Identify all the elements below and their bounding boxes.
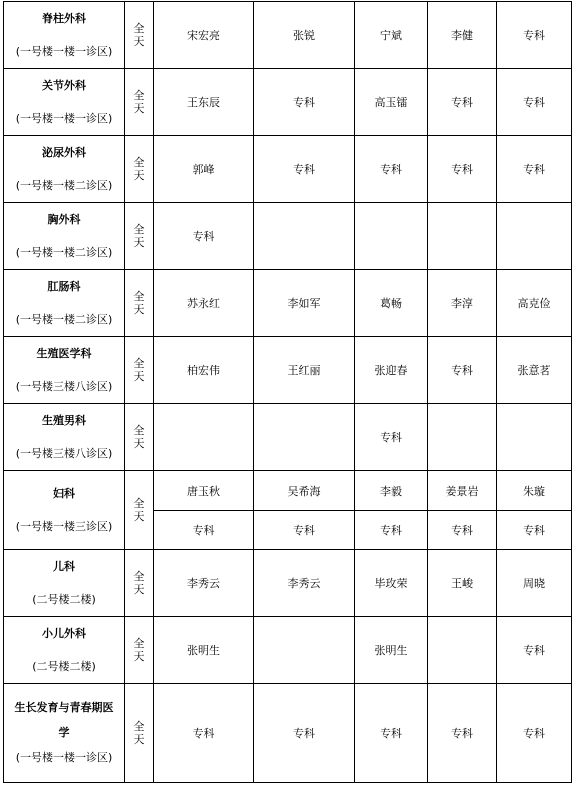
department-cell: [4, 69, 125, 136]
session-time: 全天: [133, 22, 145, 48]
department-cell: [4, 136, 125, 203]
table-row: [4, 69, 572, 136]
session-time: 全天: [133, 424, 145, 450]
doctor-cell: 张明生: [154, 617, 254, 684]
department-name: 胸外科: [47, 212, 81, 226]
doctor-cell: 吴希海: [254, 471, 355, 511]
doctor-cell: 张迎春: [355, 337, 428, 404]
department-cell: [4, 404, 125, 471]
department-location: (一号楼一楼二诊区): [15, 312, 113, 326]
doctor-cell: 专科: [497, 684, 572, 783]
session-time: 全天: [133, 637, 145, 663]
doctor-cell: 朱璇: [497, 471, 572, 511]
doctor-cell: 专科: [154, 203, 254, 270]
table-row: [4, 617, 572, 684]
doctor-cell: 专科: [497, 136, 572, 203]
department-location: (一号楼一楼三诊区): [15, 519, 113, 533]
department-name: 儿科: [53, 559, 75, 573]
doctor-cell: 专科: [497, 617, 572, 684]
department-name: 生殖医学科: [36, 346, 92, 360]
session-time-cell: [125, 404, 154, 471]
session-time: 全天: [133, 290, 145, 316]
doctor-cell: 专科: [497, 511, 572, 550]
table-row: [4, 2, 572, 69]
doctor-cell: 唐玉秋: [154, 471, 254, 511]
session-time-cell: [125, 550, 154, 617]
doctor-cell: 张意茗: [497, 337, 572, 404]
department-cell: [4, 471, 125, 550]
doctor-cell: [497, 203, 572, 270]
doctor-cell: 宁斌: [355, 2, 428, 69]
doctor-cell: [254, 404, 355, 471]
session-time-cell: [125, 471, 154, 550]
doctor-cell: [428, 617, 497, 684]
doctor-cell: 专科: [254, 136, 355, 203]
doctor-cell: 柏宏伟: [154, 337, 254, 404]
doctor-cell: 专科: [428, 684, 497, 783]
doctor-cell: 毕玫荣: [355, 550, 428, 617]
doctor-cell: 专科: [254, 684, 355, 783]
session-time-cell: [125, 2, 154, 69]
table-row: [4, 270, 572, 337]
doctor-cell: 专科: [254, 511, 355, 550]
table-row: [4, 550, 572, 617]
doctor-cell: 王峻: [428, 550, 497, 617]
doctor-cell: 周晓: [497, 550, 572, 617]
department-location: (一号楼一楼一诊区): [15, 751, 113, 764]
doctor-cell: [254, 617, 355, 684]
doctor-cell: 专科: [154, 684, 254, 783]
doctor-cell: 葛畅: [355, 270, 428, 337]
session-time-cell: [125, 270, 154, 337]
department-cell: [4, 337, 125, 404]
department-cell: [4, 203, 125, 270]
table-row: [4, 471, 572, 511]
session-time: 全天: [133, 720, 145, 746]
doctor-cell: 专科: [254, 69, 355, 136]
department-name-continued: 学: [58, 726, 70, 739]
doctor-cell: 专科: [428, 511, 497, 550]
department-cell: [4, 550, 125, 617]
department-name: 泌尿外科: [42, 145, 86, 159]
doctor-cell: 李如军: [254, 270, 355, 337]
session-time: 全天: [133, 497, 145, 523]
doctor-cell: 王东辰: [154, 69, 254, 136]
session-time: 全天: [133, 357, 145, 383]
department-cell: [4, 684, 125, 783]
doctor-cell: 王红丽: [254, 337, 355, 404]
department-name: 妇科: [53, 486, 75, 500]
doctor-cell: 李健: [428, 2, 497, 69]
department-location: (一号楼三楼八诊区): [15, 379, 113, 393]
doctor-cell: 李淳: [428, 270, 497, 337]
doctor-cell: 高克俭: [497, 270, 572, 337]
doctor-cell: [254, 203, 355, 270]
doctor-cell: [355, 203, 428, 270]
department-location: (一号楼一楼二诊区): [15, 178, 113, 192]
session-time: 全天: [133, 570, 145, 596]
doctor-cell: 专科: [428, 69, 497, 136]
department-location: (一号楼一楼一诊区): [15, 44, 113, 58]
department-name: 生长发育与青春期医: [14, 701, 114, 714]
department-name: 小儿外科: [42, 626, 86, 640]
department-name: 关节外科: [42, 78, 86, 92]
doctor-cell: 张明生: [355, 617, 428, 684]
doctor-cell: 高玉镭: [355, 69, 428, 136]
department-location: (一号楼一楼二诊区): [15, 245, 113, 259]
department-cell: [4, 270, 125, 337]
doctor-cell: 李秀云: [254, 550, 355, 617]
department-location: (二号楼二楼): [32, 659, 96, 673]
doctor-cell: 姜景岩: [428, 471, 497, 511]
doctor-cell: 专科: [355, 404, 428, 471]
session-time: 全天: [133, 223, 145, 249]
doctor-cell: 专科: [497, 69, 572, 136]
doctor-cell: 专科: [355, 511, 428, 550]
table-row: [4, 203, 572, 270]
doctor-cell: 李毅: [355, 471, 428, 511]
doctor-cell: 郭峰: [154, 136, 254, 203]
doctor-cell: [428, 404, 497, 471]
department-name: 生殖男科: [42, 413, 86, 427]
session-time-cell: [125, 684, 154, 783]
doctor-cell: 专科: [428, 136, 497, 203]
department-name: 肛肠科: [47, 279, 81, 293]
table-row: [4, 404, 572, 471]
doctor-cell: 专科: [428, 337, 497, 404]
doctor-cell: 苏永红: [154, 270, 254, 337]
department-location: (一号楼三楼八诊区): [15, 446, 113, 460]
session-time: 全天: [133, 156, 145, 182]
doctor-cell: 张锐: [254, 2, 355, 69]
session-time-cell: [125, 69, 154, 136]
department-cell: [4, 2, 125, 69]
department-location: (一号楼一楼一诊区): [15, 111, 113, 125]
doctor-cell: 专科: [355, 684, 428, 783]
doctor-cell: 宋宏亮: [154, 2, 254, 69]
doctor-cell: 李秀云: [154, 550, 254, 617]
session-time: 全天: [133, 89, 145, 115]
doctor-cell: [497, 404, 572, 471]
doctor-cell: [154, 404, 254, 471]
table-row: [4, 684, 572, 783]
doctor-cell: [428, 203, 497, 270]
doctor-cell: 专科: [355, 136, 428, 203]
doctor-cell: 专科: [154, 511, 254, 550]
session-time-cell: [125, 136, 154, 203]
doctor-cell: 专科: [497, 2, 572, 69]
department-location: (二号楼二楼): [32, 592, 96, 606]
session-time-cell: [125, 617, 154, 684]
department-cell: [4, 617, 125, 684]
session-time-cell: [125, 337, 154, 404]
table-row: [4, 136, 572, 203]
department-name: 脊柱外科: [42, 11, 86, 25]
session-time-cell: [125, 203, 154, 270]
table-row: [4, 337, 572, 404]
clinic-schedule-table: [3, 1, 572, 783]
